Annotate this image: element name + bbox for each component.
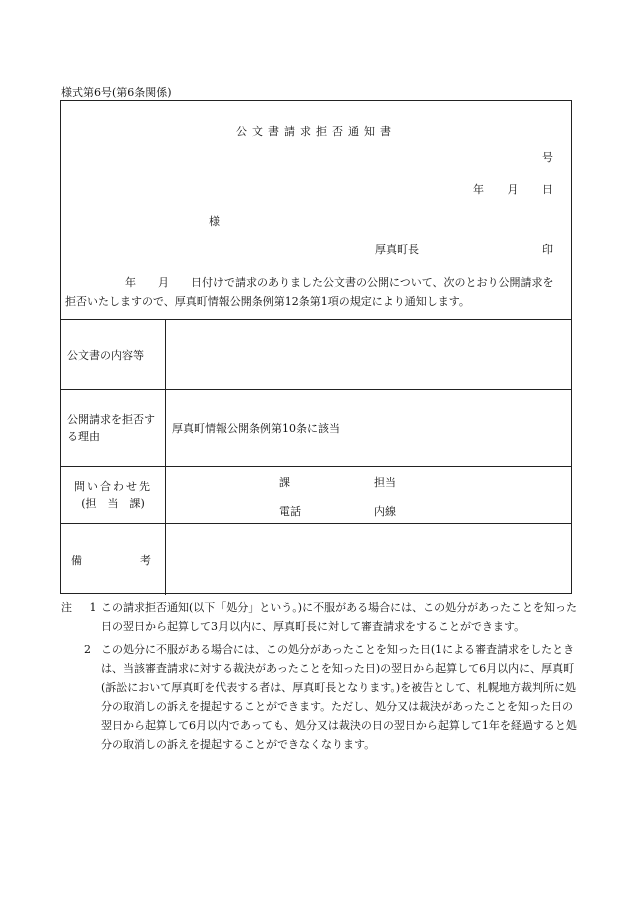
remarks-value [166, 524, 571, 595]
contact-person: 担当 [374, 476, 396, 489]
remarks-label [61, 524, 166, 595]
notice-body: 年 月 日付けで請求のありました公文書の公開について、次のとおり公開請求を拒否いたしますので、厚真町情報公開条例第12条第1項の規定により通知します。 [65, 276, 554, 308]
note-text: この請求拒否通知(以下「処分」という。)に不服がある場合には、この処分があったことを知った日の翌日から起算して3月以内に、厚真町長に対して審査請求をすることができます。 [101, 601, 577, 633]
sender-name: 厚真町長 [375, 243, 419, 256]
reason-value: 厚真町情報公開条例第10条に該当 [172, 422, 340, 435]
contact-phone: 電話 [279, 505, 301, 518]
contact-label [61, 467, 166, 523]
note-number: 2 [84, 643, 91, 656]
content-label: 公文書の内容等 [61, 320, 166, 389]
note-item [61, 598, 581, 636]
document-number: 号 [542, 151, 553, 164]
contact-section: 課 [279, 476, 290, 489]
remarks-label-1: 備 [71, 553, 82, 567]
date-year: 年 [473, 183, 484, 196]
remarks-label-2: 考 [140, 553, 151, 567]
contact-label-main: 問い合わせ先 [74, 480, 152, 493]
note-text: この処分に不服がある場合には、この処分があったことを知った日(1による審査請求をしたときは、当該審査請求に対する裁決があったことを知った日)の翌日から起算して6月以内に、厚真町(訴訟において厚真町を代表する者は、厚真町長となります。)を被告として、札幌地方裁判所に処分の取消しの訴えを提起することができます。ただし、処分又は裁決があったことを知った日の翌日から起算して6月以内であっても、処分又は裁決の日の翌日から起算して1年を経過すると処分の取消しの訴えを提起することができなくなります。 [101, 643, 577, 751]
date-day: 日 [542, 183, 553, 196]
content-row [61, 319, 571, 389]
contact-label-sub: (担 当 課) [81, 497, 145, 510]
addressee: 様 [209, 215, 220, 228]
notes-section [61, 598, 581, 754]
note-prefix: 注 [61, 601, 72, 614]
contact-row [61, 466, 571, 523]
remarks-row [61, 523, 571, 595]
reason-row [61, 389, 571, 466]
note-prefix-and-number [61, 598, 97, 617]
note-item [61, 640, 581, 754]
notice-form [60, 100, 572, 594]
issue-date [453, 181, 553, 197]
contact-extension: 内線 [374, 505, 396, 518]
form-number-label: 様式第6号(第6条関係) [61, 86, 172, 99]
document-title: 公文書請求拒否通知書 [236, 125, 396, 138]
content-value [166, 320, 571, 389]
date-month: 月 [507, 183, 519, 196]
note-number: 1 [89, 601, 97, 614]
seal-mark: 印 [542, 243, 553, 256]
reason-label: 公開請求を拒否する理由 [61, 390, 166, 466]
